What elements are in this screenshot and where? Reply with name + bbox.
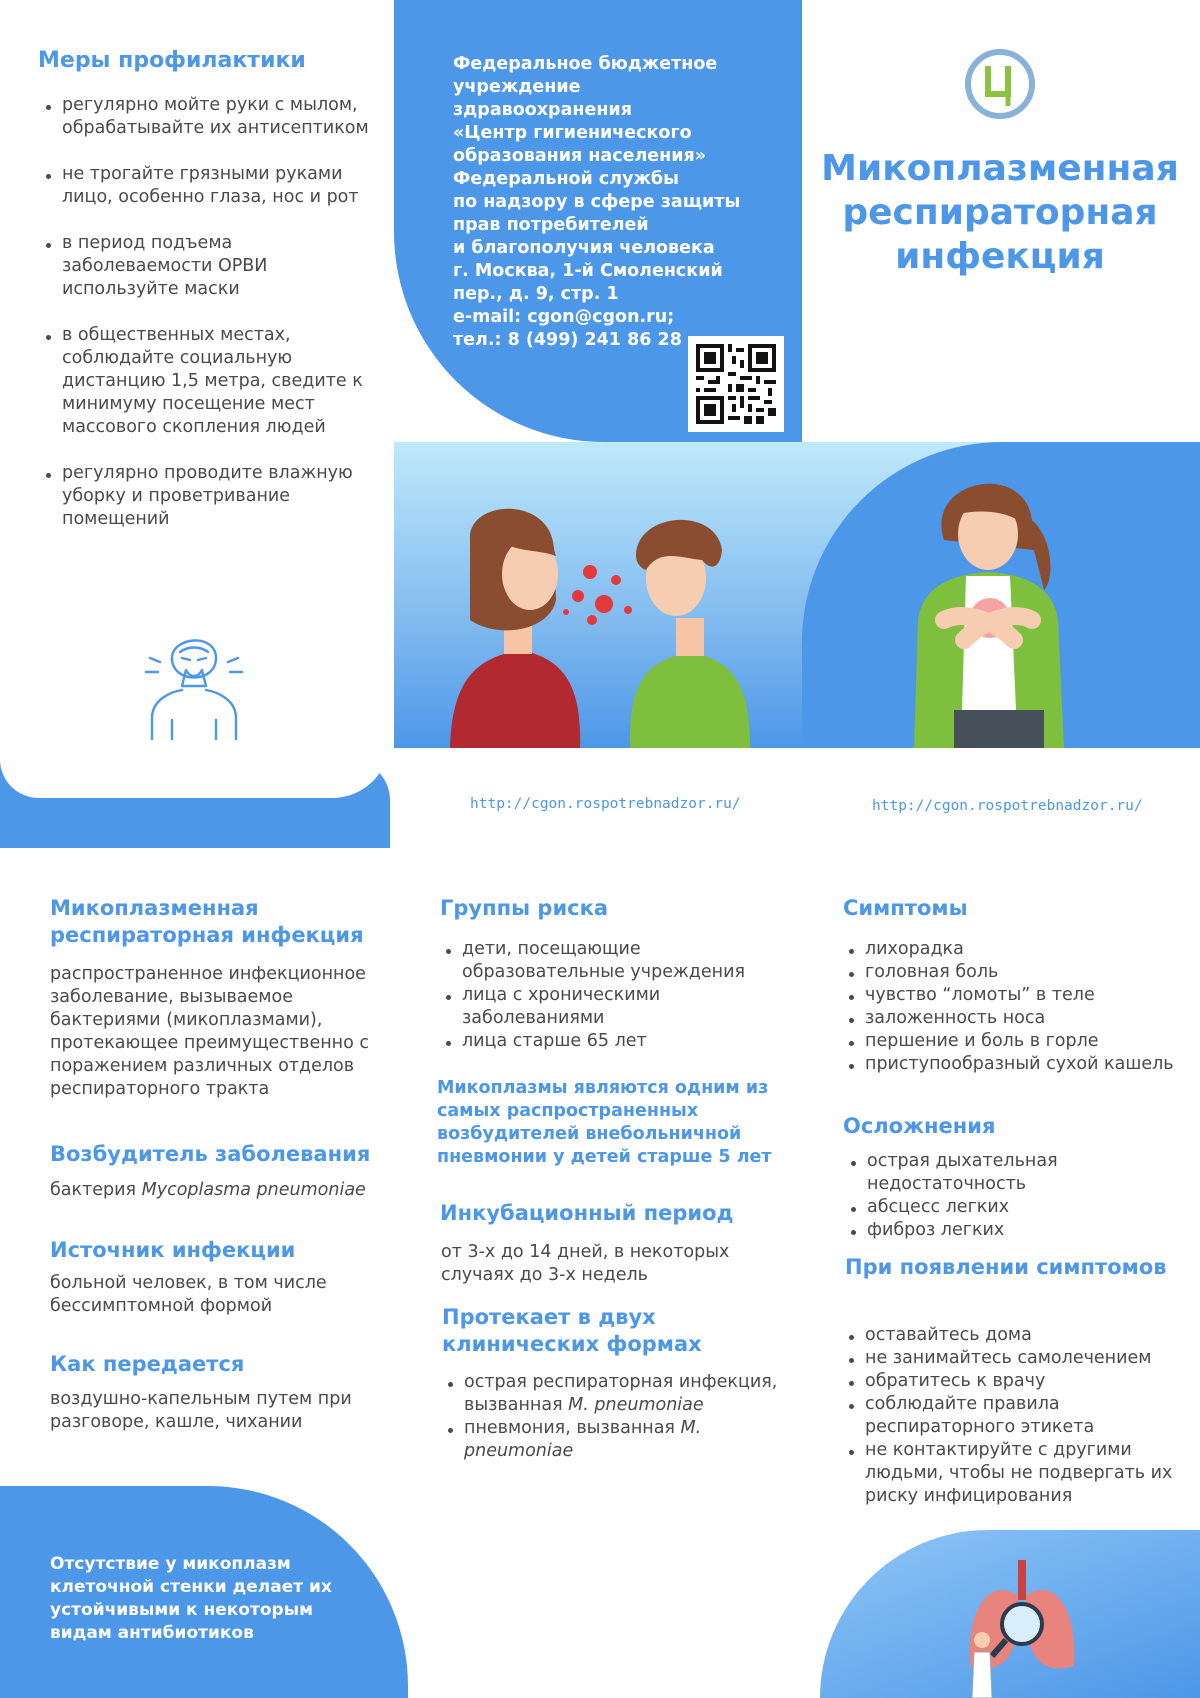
list-item: першение и боль в горле — [843, 1030, 1193, 1053]
disease-description: распространенное инфекционное заболевание, вызываемое бактериями (микоплазмами), протекающее преимущественно с поражением различных отделов респираторного тракта — [50, 964, 369, 1099]
actions-title: При появлении симптомов — [845, 1255, 1167, 1279]
sneezing-person-icon — [142, 622, 246, 740]
list-item: не занимайтесь самолечением — [843, 1347, 1195, 1370]
list-item: не трогайте грязными руками лицо, особенно глаза, нос и рот — [40, 163, 380, 209]
list-item: чувство “ломоты” в теле — [843, 984, 1193, 1007]
list-item: фиброз легких — [845, 1219, 1185, 1242]
prevention-title: Меры профилактики — [38, 48, 306, 73]
list-item: обратитесь к врачу — [843, 1370, 1195, 1393]
pathogen-text — [50, 1179, 395, 1202]
qr-code-icon — [696, 344, 776, 424]
incubation-text: от 3-х до 14 дней, в некоторых случаях до 3-х недель — [441, 1242, 730, 1285]
decorative-blob-cut — [0, 740, 390, 798]
pneumonia-note: Микоплазмы являются одним из самых распространенных возбудителей внебольничной пневмонии у детей старше 5 лет — [437, 1078, 772, 1167]
org-line: Федеральной службы — [453, 169, 679, 189]
form-species: M. pneumoniae — [568, 1395, 704, 1415]
org-info — [453, 53, 763, 352]
list-item: лихорадка — [843, 938, 1193, 961]
list-item: в период подъема заболеваемости ОРВИ используйте маски — [40, 232, 380, 301]
disease-title: Микоплазменная респираторная инфекция — [50, 896, 364, 947]
transmission-text: воздушно-капельным путем при разговоре, кашле, чихании — [50, 1389, 352, 1432]
list-item: головная боль — [843, 961, 1193, 984]
clinical-forms-list — [442, 1371, 782, 1463]
list-item: приступообразный сухой кашель — [843, 1053, 1193, 1076]
list-item — [442, 1417, 782, 1463]
form-text: острая респираторная инфекция, вызванная — [464, 1372, 778, 1415]
org-line: «Центр гигиенического — [453, 123, 692, 143]
org-line: учреждение — [453, 77, 581, 97]
page-title: Микоплазменная респираторная инфекция — [821, 148, 1179, 277]
qr-code[interactable] — [688, 336, 784, 432]
clinical-forms-title: Протекает в двух клинических формах — [442, 1305, 702, 1356]
list-item: острая дыхательная недостаточность — [845, 1150, 1185, 1196]
sick-woman-illustration — [904, 470, 1084, 748]
org-line: и благополучия человека — [453, 238, 715, 258]
symptoms-list — [843, 938, 1193, 1076]
org-line: здравоохранения — [453, 100, 632, 120]
list-item: регулярно мойте руки с мылом, обрабатывайте их антисептиком — [40, 94, 380, 140]
cgon-logo-icon — [964, 48, 1036, 120]
list-item — [442, 1371, 782, 1417]
prevention-list — [40, 94, 380, 554]
list-item: дети, посещающие образовательные учреждения — [440, 938, 790, 984]
list-item: в общественных местах, соблюдайте социальную дистанцию 1,5 метра, сведите к минимуму посещение мест массового скопления людей — [40, 324, 380, 439]
list-item: заложенность носа — [843, 1007, 1193, 1030]
org-phone: тел.: 8 (499) 241 86 28 — [453, 330, 682, 350]
org-email: e-mail: cgon@cgon.ru; — [453, 307, 675, 327]
list-item: абсцесс легких — [845, 1196, 1185, 1219]
lungs-doctor-illustration — [962, 1556, 1082, 1698]
list-item: соблюдайте правила респираторного этикета — [843, 1393, 1195, 1439]
symptoms-title: Симптомы — [843, 896, 968, 920]
list-item: лица старше 65 лет — [440, 1030, 790, 1053]
antibiotic-note: Отсутствие у микоплазм клеточной стенки делает их устойчивыми к некоторым видам антибиотиков — [50, 1554, 332, 1643]
org-line: прав потребителей — [453, 215, 649, 235]
people-talking-illustration — [440, 500, 760, 748]
org-line: по надзору в сфере защиты — [453, 192, 741, 212]
transmission-title: Как передается — [50, 1352, 245, 1376]
pathogen-prefix: бактерия — [50, 1180, 142, 1200]
org-line: образования населения» — [453, 146, 707, 166]
actions-list — [843, 1324, 1195, 1508]
source-title: Источник инфекции — [50, 1238, 296, 1262]
form-species: M. pneumoniae — [464, 1418, 702, 1461]
list-item: лица с хроническими заболеваниями — [440, 984, 790, 1030]
list-item: регулярно проводите влажную уборку и проветривание помещений — [40, 462, 380, 531]
list-item: не контактируйте с другими людьми, чтобы не подвергать их риску инфицирования — [843, 1439, 1195, 1508]
source-text: больной человек, в том числе бессимптомной формой — [50, 1273, 327, 1316]
website-link[interactable]: http://cgon.rospotrebnadzor.ru/ — [872, 798, 1143, 814]
complications-list — [845, 1150, 1185, 1242]
complications-title: Осложнения — [843, 1114, 996, 1138]
risk-groups-title: Группы риска — [440, 896, 609, 920]
incubation-title: Инкубационный период — [440, 1201, 734, 1225]
website-link[interactable]: http://cgon.rospotrebnadzor.ru/ — [470, 796, 741, 812]
org-line: г. Москва, 1-й Смоленский — [453, 261, 723, 281]
org-line: Федеральное бюджетное — [453, 54, 718, 74]
form-text: пневмония, вызванная — [464, 1418, 681, 1438]
pathogen-title: Возбудитель заболевания — [50, 1142, 371, 1166]
org-line: пер., д. 9, стр. 1 — [453, 284, 619, 304]
pathogen-species: Mycoplasma pneumoniae — [141, 1180, 366, 1200]
risk-groups-list — [440, 938, 790, 1053]
list-item: оставайтесь дома — [843, 1324, 1195, 1347]
